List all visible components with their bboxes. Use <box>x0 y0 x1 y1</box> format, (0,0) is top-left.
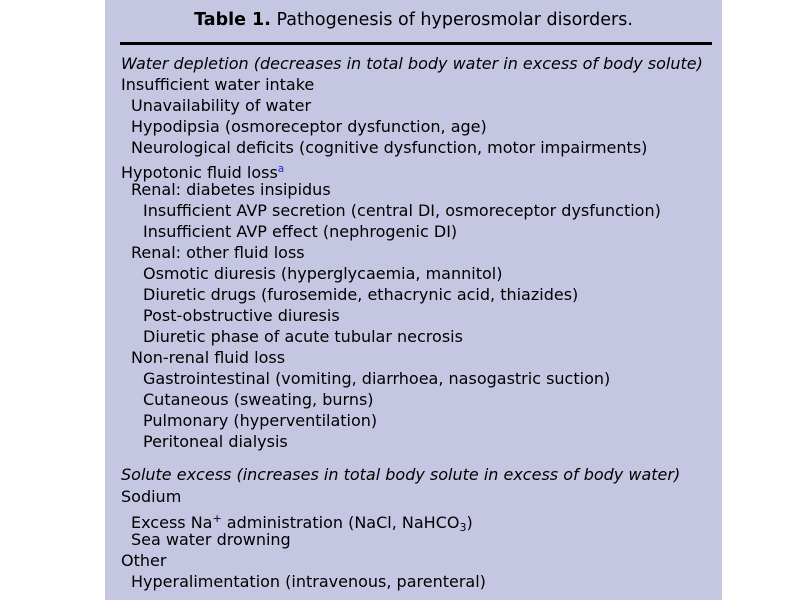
solute-excess-note: (increases in total body solute in excess of body water) <box>231 465 681 484</box>
row-osmotic: Osmotic diuresis (hyperglycaemia, mannitol) <box>143 264 503 283</box>
excess-na-text-c: ) <box>466 513 473 532</box>
solute-excess-title: Solute excess <box>121 465 232 484</box>
excess-na-subscript: 3 <box>459 521 467 534</box>
hypotonic-loss-label: Hypotonic fluid loss <box>121 163 278 182</box>
caption-text: Pathogenesis of hyperosmolar disorders. <box>270 10 633 30</box>
water-depletion-title: Water depletion <box>121 54 249 73</box>
excess-na-text-a: Excess Na <box>131 513 213 532</box>
row-sodium: Sodium <box>121 487 182 506</box>
row-diuretic-phase: Diuretic phase of acute tubular necrosis <box>143 327 463 346</box>
water-depletion-note: (decreases in total body water in excess of body solute) <box>248 54 703 73</box>
excess-na-text-b: administration (NaCl, NaHCO <box>221 513 460 532</box>
row-other: Other <box>121 551 167 570</box>
row-hypodipsia: Hypodipsia (osmoreceptor dysfunction, age) <box>131 117 487 136</box>
excess-na-superscript: + <box>212 512 222 525</box>
row-sea-water: Sea water drowning <box>131 530 291 549</box>
row-avp-secretion: Insufficient AVP secretion (central DI, osmoreceptor dysfunction) <box>143 201 661 220</box>
row-cutaneous: Cutaneous (sweating, burns) <box>143 390 374 409</box>
row-pulmonary: Pulmonary (hyperventilation) <box>143 411 378 430</box>
row-gastrointestinal: Gastrointestinal (vomiting, diarrhoea, nasogastric suction) <box>143 369 611 388</box>
row-neurological: Neurological deficits (cognitive dysfunction, motor impairments) <box>131 138 648 157</box>
row-non-renal: Non-renal fluid loss <box>131 348 286 367</box>
row-renal-di: Renal: diabetes insipidus <box>131 180 331 199</box>
row-unavailability: Unavailability of water <box>131 96 312 115</box>
row-avp-effect: Insufficient AVP effect (nephrogenic DI) <box>143 222 458 241</box>
row-hyperalimentation: Hyperalimentation (intravenous, parenteral) <box>131 572 486 591</box>
row-peritoneal: Peritoneal dialysis <box>143 432 288 451</box>
solute-excess-heading <box>121 465 680 485</box>
row-diuretic-drugs: Diuretic drugs (furosemide, ethacrynic acid, thiazides) <box>143 285 579 304</box>
table-caption <box>105 10 722 30</box>
water-depletion-heading <box>121 54 703 74</box>
row-renal-other: Renal: other fluid loss <box>131 243 305 262</box>
row-post-obstructive: Post-obstructive diuresis <box>143 306 340 325</box>
caption-rule <box>120 42 712 45</box>
row-insufficient-intake: Insufficient water intake <box>121 75 315 94</box>
table-panel <box>105 0 722 600</box>
caption-label: Table 1. <box>194 10 271 30</box>
footnote-link[interactable]: a <box>277 163 285 175</box>
